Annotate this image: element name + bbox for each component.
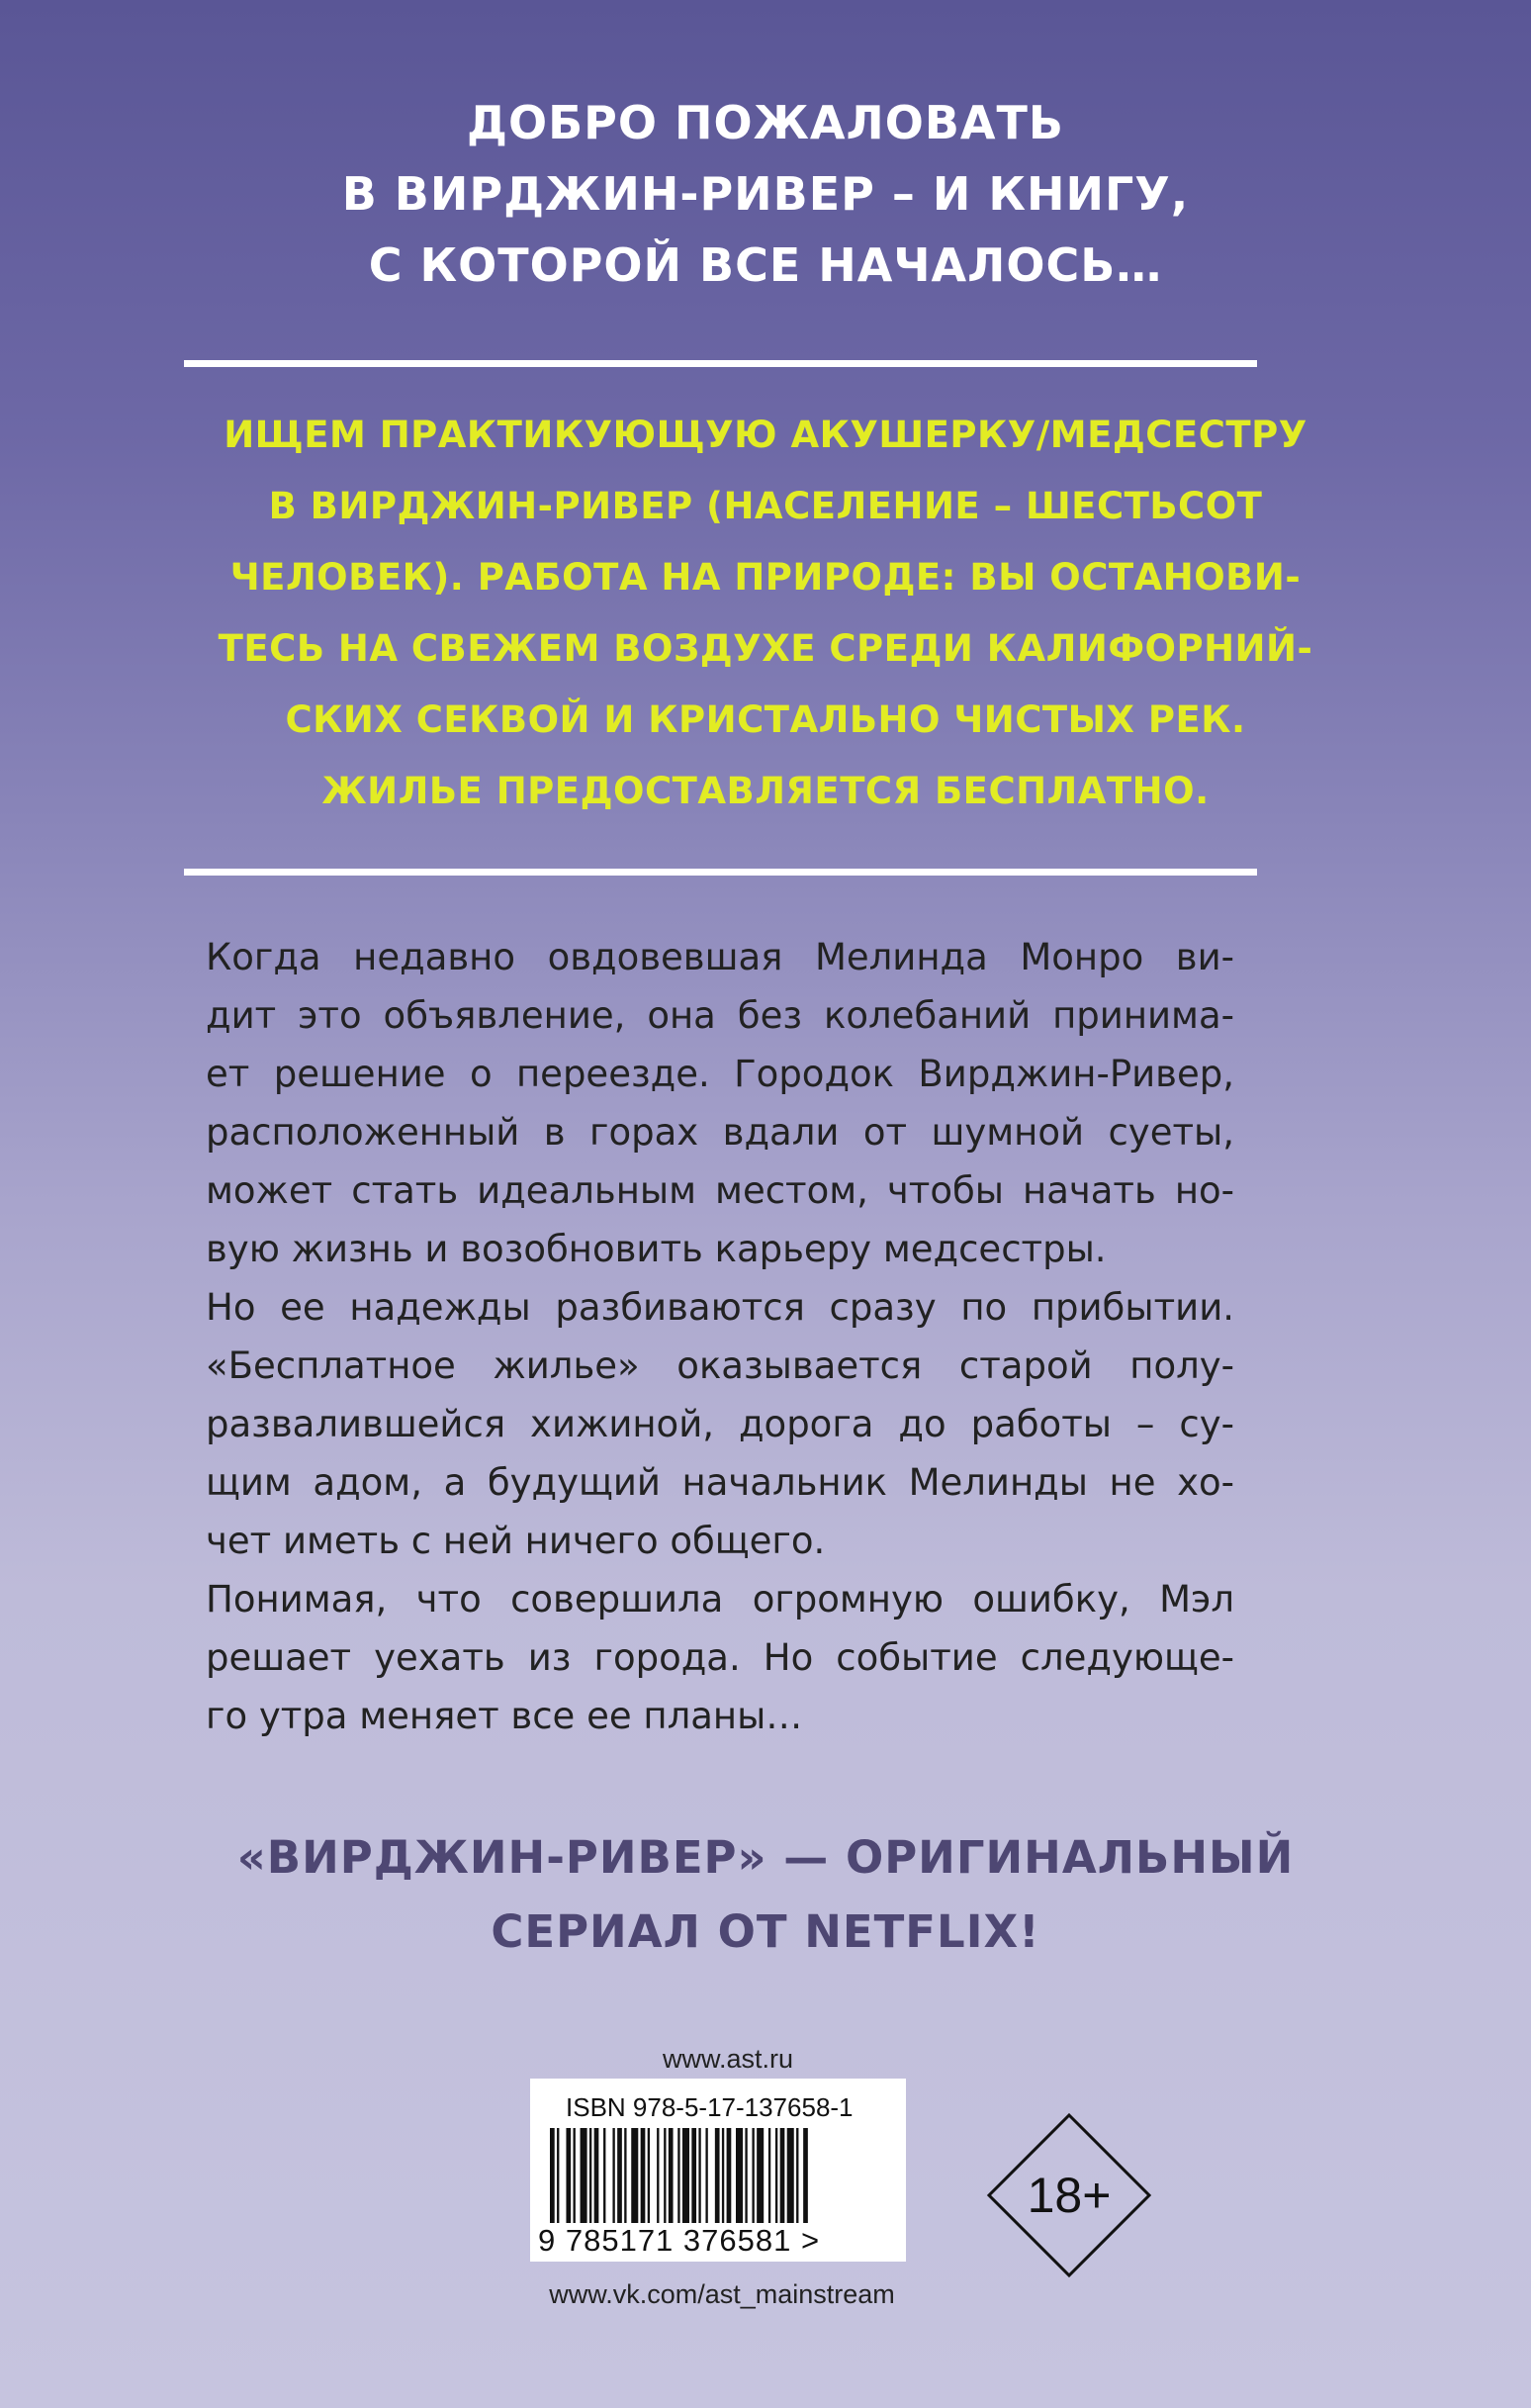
ad-line: ЧЕЛОВЕК). РАБОТА НА ПРИРОДЕ: ВЫ ОСТАНОВИ- (229, 556, 1302, 599)
publisher-social-link: www.vk.com/ast_mainstream (549, 2279, 895, 2309)
synopsis-line: Но ее надежды разбиваются сразу по прибытии. (206, 1286, 1234, 1329)
synopsis-line: го утра меняет все ее планы… (206, 1695, 803, 1737)
synopsis (206, 928, 1234, 1745)
barcode-digits: 9 785171 376581 > (538, 2223, 821, 2258)
ad-line: ИЩЕМ ПРАКТИКУЮЩУЮ АКУШЕРКУ/МЕДСЕСТРУ (224, 414, 1307, 456)
divider-bottom (184, 869, 1257, 876)
heading-line: С КОТОРОЙ ВСЕ НАЧАЛОСЬ… (368, 238, 1163, 292)
synopsis-line: Когда недавно овдовевшая Мелинда Монро ви- (206, 936, 1234, 978)
tagline (0, 1820, 1531, 1969)
tagline-line: СЕРИАЛ ОТ NETFLIX! (491, 1905, 1040, 1958)
synopsis-line: ет решение о переезде. Городок Вирджин-Ривер, (206, 1053, 1234, 1095)
heading (0, 87, 1531, 301)
ad-line: В ВИРДЖИН-РИВЕР (НАСЕЛЕНИЕ – ШЕСТЬСОТ (268, 485, 1263, 527)
synopsis-line: расположенный в горах вдали от шумной суеты, (206, 1111, 1234, 1154)
ad-line: ЖИЛЬЕ ПРЕДОСТАВЛЯЕТСЯ БЕСПЛАТНО. (321, 770, 1210, 812)
age-rating-badge (985, 2111, 1153, 2279)
barcode-bars (546, 2128, 882, 2223)
synopsis-line: вую жизнь и возобновить карьеру медсестры. (206, 1228, 1107, 1270)
isbn-barcode (530, 2079, 906, 2262)
synopsis-line: чет иметь с ней ничего общего. (206, 1520, 826, 1562)
job-advertisement (0, 400, 1531, 827)
synopsis-line: Понимая, что совершила огромную ошибку, Мэл (206, 1578, 1234, 1621)
synopsis-line: решает уехать из города. Но событие следующе- (206, 1636, 1234, 1679)
divider-top (184, 360, 1257, 367)
age-rating-label: 18+ (1027, 2168, 1112, 2223)
synopsis-line: может стать идеальным местом, чтобы начать но- (206, 1169, 1234, 1212)
heading-line: ДОБРО ПОЖАЛОВАТЬ (467, 96, 1064, 149)
synopsis-line: дит это объявление, она без колебаний принима- (206, 994, 1234, 1037)
isbn-number: ISBN 978-5-17-137658-1 (566, 2092, 854, 2122)
synopsis-line: развалившейся хижиной, дорога до работы – су- (206, 1403, 1234, 1445)
tagline-line: «ВИРДЖИН-РИВЕР» — ОРИГИНАЛЬНЫЙ (236, 1831, 1295, 1884)
publisher-website: www.ast.ru (662, 2044, 794, 2074)
synopsis-line: щим адом, а будущий начальник Мелинды не хо- (206, 1461, 1234, 1504)
ad-line: СКИХ СЕКВОЙ И КРИСТАЛЬНО ЧИСТЫХ РЕК. (285, 698, 1246, 741)
synopsis-line: «Бесплатное жилье» оказывается старой полу- (206, 1344, 1234, 1387)
heading-line: В ВИРДЖИН-РИВЕР – И КНИГУ, (341, 167, 1190, 221)
ad-line: ТЕСЬ НА СВЕЖЕМ ВОЗДУХЕ СРЕДИ КАЛИФОРНИЙ- (218, 627, 1313, 670)
